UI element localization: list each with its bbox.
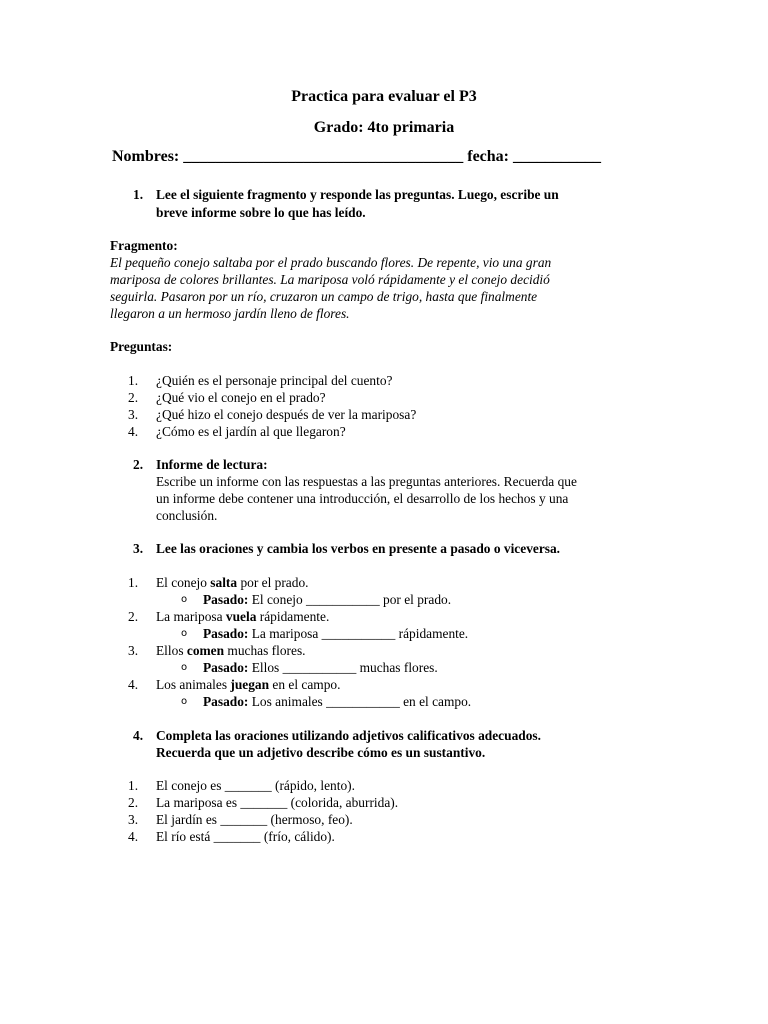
fragment-line: mariposa de colores brillantes. La mariposa voló rápidamente y el conejo decidió [110, 272, 550, 287]
page-title: Practica para evaluar el P3 [291, 88, 477, 105]
section4-heading-line2: Recuerda que un adjetivo describe cómo es un sustantivo. [156, 745, 486, 760]
bullet-icon: o [181, 594, 188, 605]
adjective-item: El río está _______ (frío, cálido). [156, 829, 335, 844]
bullet-icon: o [181, 628, 188, 639]
questions-label: Preguntas: [110, 339, 173, 354]
verb: comen [186, 643, 225, 658]
past-sentence: Pasado: Ellos ___________ muchas flores. [203, 660, 438, 675]
adjective-item: La mariposa es _______ (colorida, aburrida). [156, 795, 399, 810]
past-sentence: Pasado: El conejo ___________ por el prado. [203, 592, 452, 607]
fragment-line: seguirla. Pasaron por un río, cruzaron un campo de trigo, hasta que finalmente [110, 289, 538, 304]
section3-heading: Lee las oraciones y cambia los verbos en presente a pasado o viceversa. [156, 541, 561, 556]
list-item-number: 2. [128, 795, 139, 810]
date-blank: ___________ [513, 148, 602, 165]
section1-instruction-line1: Lee el siguiente fragmento y responde las preguntas. Luego, escribe un [156, 187, 559, 202]
list-item-number: 2. [128, 390, 139, 405]
bullet-icon: o [181, 662, 188, 673]
past-sentence: Pasado: Los animales ___________ en el campo. [203, 694, 472, 709]
verb-sentence: El conejo salta por el prado. [156, 575, 309, 590]
section4-number: 4. [133, 728, 144, 743]
list-item-number: 4. [128, 424, 139, 439]
list-item-number: 4. [128, 677, 139, 692]
names-label: Nombres: [112, 148, 180, 165]
question-item: ¿Qué vio el conejo en el prado? [156, 390, 326, 405]
fragment-line: El pequeño conejo saltaba por el prado buscando flores. De repente, vio una gran [110, 255, 552, 270]
fragment-line: llegaron a un hermoso jardín lleno de flores. [110, 306, 350, 321]
fragment-label: Fragmento: [110, 238, 178, 253]
section2-line: un informe debe contener una introducción, el desarrollo de los hechos y una [156, 491, 569, 506]
section2-line: conclusión. [156, 508, 218, 523]
verb: vuela [225, 609, 257, 624]
date-label: fecha: [467, 148, 510, 165]
bullet-icon: o [181, 696, 188, 707]
grade-label: Grado: 4to primaria [313, 119, 455, 136]
verb-sentence: La mariposa vuela rápidamente. [156, 609, 330, 624]
section3-number: 3. [133, 541, 144, 556]
names-date-line [112, 148, 601, 166]
verb-sentence: Ellos comen muchas flores. [156, 643, 306, 658]
section2-line: Escribe un informe con las respuestas a las preguntas anteriores. Recuerda que [156, 474, 577, 489]
question-item: ¿Cómo es el jardín al que llegaron? [156, 424, 346, 439]
section2-number: 2. [133, 457, 144, 472]
list-item-number: 1. [128, 575, 139, 590]
verb-sentence: Los animales juegan en el campo. [156, 677, 341, 692]
section1-instruction-line2: breve informe sobre lo que has leído. [156, 205, 366, 220]
adjective-item: El jardín es _______ (hermoso, feo). [156, 812, 353, 827]
list-item-number: 1. [128, 373, 139, 388]
question-item: ¿Quién es el personaje principal del cuento? [156, 373, 393, 388]
list-item-number: 3. [128, 812, 139, 827]
list-item-number: 4. [128, 829, 139, 844]
list-item-number: 2. [128, 609, 139, 624]
section1-number: 1. [133, 187, 144, 202]
list-item-number: 3. [128, 643, 139, 658]
verb: salta [210, 575, 238, 590]
list-item-number: 1. [128, 778, 139, 793]
names-blank: ___________________________________ [183, 148, 464, 165]
past-sentence: Pasado: La mariposa ___________ rápidamente. [203, 626, 469, 641]
question-item: ¿Qué hizo el conejo después de ver la mariposa? [156, 407, 417, 422]
section2-heading: Informe de lectura: [156, 457, 268, 472]
section4-heading-line1: Completa las oraciones utilizando adjetivos calificativos adecuados. [156, 728, 541, 743]
adjective-item: El conejo es _______ (rápido, lento). [156, 778, 355, 793]
list-item-number: 3. [128, 407, 139, 422]
verb: juegan [230, 677, 270, 692]
